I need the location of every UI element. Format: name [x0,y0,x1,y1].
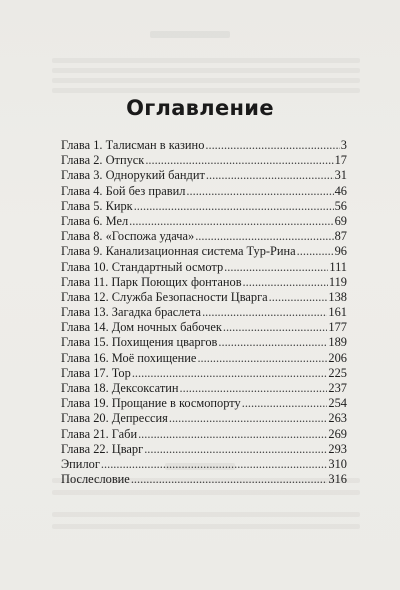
toc-leader-dots [138,427,327,442]
toc-entry [61,320,347,335]
toc-leader-dots [186,184,333,199]
toc-entry [61,442,347,457]
bleed-through-line [52,88,360,93]
toc-leader-dots [144,442,327,457]
toc-leader-dots [242,396,328,411]
toc-entry-page: 46 [334,183,347,198]
toc-entry-title: Глава 19. Прощание в космопорту [61,396,241,411]
toc-entry [61,214,347,229]
toc-leader-dots [218,335,327,350]
toc-entry [61,138,347,153]
toc-leader-dots [131,472,328,487]
toc-leader-dots [205,138,339,153]
toc-entry-page: 269 [328,426,347,441]
toc-entry-page: 111 [329,259,347,274]
toc-entry-title: Глава 8. «Госпожа удача» [61,229,195,244]
toc-entry-page: 206 [328,350,347,365]
toc-entry-title: Глава 2. Отпуск [61,153,145,168]
toc-leader-dots [180,381,328,396]
toc-leader-dots [202,305,327,320]
toc-entry [61,427,347,442]
toc-entry-title: Глава 5. Кирк [61,198,133,213]
toc-entry-page: 237 [328,381,347,395]
toc-entry [61,305,347,320]
toc-leader-dots [243,275,328,290]
toc-entry-page: 31 [334,168,347,183]
toc-entry-title: Глава 12. Служба Безопасности Цварга [61,289,268,304]
toc-entry-page: 316 [328,472,347,487]
toc-entry-title: Глава 14. Дом ночных бабочек [61,320,222,335]
toc-leader-dots [224,260,328,275]
toc-entry-page: 254 [328,396,347,411]
bleed-through-line [52,524,360,529]
toc-entry [61,275,347,290]
toc-entry-title: Глава 4. Бой без правил [61,183,186,198]
toc-entry [61,472,347,487]
toc-entry-page: 69 [334,213,347,228]
toc-entry-title: Глава 1. Талисман в казино [61,138,205,152]
toc-entry-page: 56 [334,198,347,213]
toc-entry [61,260,347,275]
toc-entry [61,396,347,411]
bleed-through-line [52,68,360,73]
toc-entry-title: Глава 20. Депрессия [61,411,168,426]
toc-entry [61,244,347,259]
toc-entry [61,411,347,426]
toc-leader-dots [101,457,328,472]
toc-entry-title: Глава 21. Габи [61,426,138,441]
bleed-through-line [52,58,360,63]
toc-entry-title: Глава 13. Загадка браслета [61,305,202,320]
toc-entry-page: 17 [334,153,347,168]
toc-entry [61,199,347,214]
toc-heading: Оглавление [126,96,274,120]
toc-entry [61,381,347,396]
toc-entry [61,184,347,199]
toc-entry-page: 87 [334,229,347,244]
toc-entry-page: 293 [328,441,347,456]
toc-entry [61,457,347,472]
toc-entry [61,290,347,305]
toc-entry-page: 177 [328,320,347,335]
toc-entry-page: 119 [328,274,347,289]
bleed-through-line [52,512,360,517]
toc-entry [61,366,347,381]
toc-entry-title: Глава 16. Моё похищение [61,350,197,365]
toc-entry-page: 263 [328,411,347,426]
toc-entry-page: 310 [328,456,347,471]
toc-entry [61,153,347,168]
toc-leader-dots [145,153,333,168]
toc-leader-dots [206,168,334,183]
toc-entry-title: Глава 6. Мел [61,213,129,228]
toc-leader-dots [129,214,333,229]
toc-leader-dots [169,411,328,426]
toc-leader-dots [223,320,328,335]
toc-entry-page: 138 [328,289,347,304]
toc-entry-title: Глава 11. Парк Поющих фонтанов [61,274,242,289]
toc-leader-dots [197,351,327,366]
toc-entry-title: Глава 10. Стандартный осмотр [61,259,224,274]
toc-entry-title: Глава 17. Тор [61,365,131,380]
toc-entry-title: Глава 22. Цварг [61,441,144,456]
toc-entry-title: Глава 15. Похищения цваргов [61,335,218,350]
toc-leader-dots [132,366,328,381]
bleed-through-title [150,31,230,38]
toc-entry [61,351,347,366]
bleed-through-line [52,490,360,495]
toc-entry [61,335,347,350]
toc-entry [61,229,347,244]
toc-entry-page: 161 [328,305,347,320]
toc-entry-page: 96 [334,244,347,259]
toc-entry-page: 225 [328,365,347,380]
toc-entry-title: Эпилог [61,456,100,471]
toc-entry-title: Глава 18. Дексоксатин [61,381,179,395]
toc-leader-dots [134,199,334,214]
toc-entry-page: 189 [328,335,347,350]
toc-leader-dots [269,290,328,305]
toc-entry-title: Глава 3. Однорукий бандит [61,168,205,183]
toc-leader-dots [195,229,333,244]
table-of-contents [61,138,347,487]
toc-entry-title: Послесловие [61,472,130,487]
toc-leader-dots [297,244,334,259]
toc-entry-page: 3 [340,138,347,152]
bleed-through-line [52,78,360,83]
toc-entry-title: Глава 9. Канализационная система Тур-Рина [61,244,296,259]
toc-entry [61,168,347,183]
